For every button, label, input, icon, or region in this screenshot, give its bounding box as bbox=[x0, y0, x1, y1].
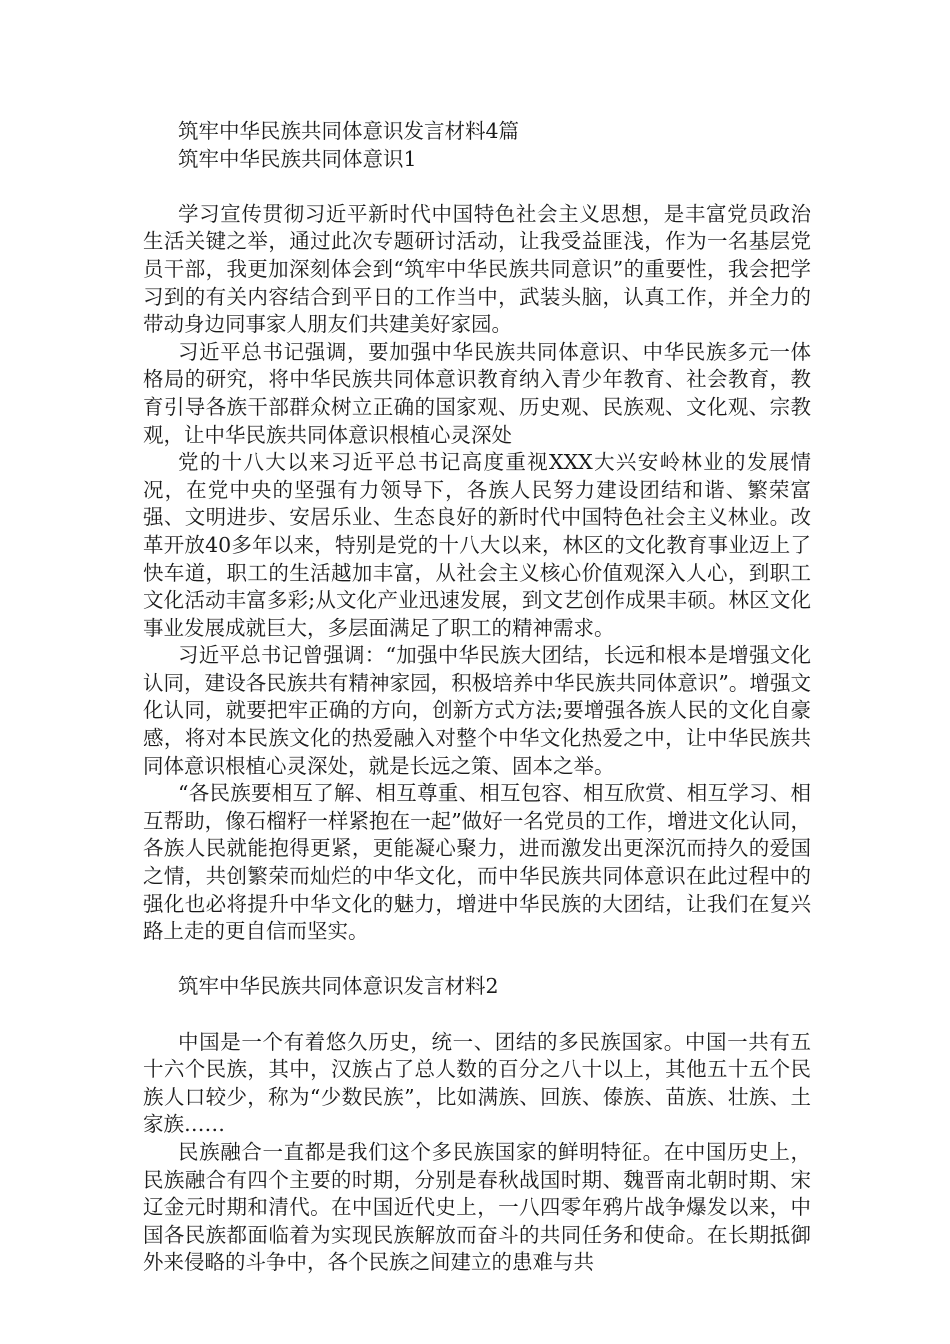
paragraph: 党的十八大以来习近平总书记高度重视XXX大兴安岭林业的发展情况，在党中央的坚强有力领导下，各族人民努力建设团结和谐、繁荣富强、文明进步、安居乐业、生态良好的新时代中国特色社会主义林业。改革开放40多年以来，特别是党的十八大以来，林区的文化教育事业迈上了快车道，职工的生活越加丰富，从社会主义核心价值观深入人心，到职工文化活动丰富多彩;从文化产业迅速发展，到文艺创作成果丰硕。林区文化事业发展成就巨大，多层面满足了职工的精神需求。 bbox=[143, 450, 811, 640]
blank-line bbox=[143, 1001, 811, 1029]
paragraph: 学习宣传贯彻习近平新时代中国特色社会主义思想，是丰富党员政治生活关键之举，通过此次专题研讨活动，让我受益匪浅，作为一名基层党员干部，我更加深刻体会到“筑牢中华民族共同意识”的重要性，我会把学习到的有关内容结合到平日的工作当中，武装头脑，认真工作，并全力的带动身边同事家人朋友们共建美好家园。 bbox=[143, 201, 811, 337]
document-body bbox=[143, 118, 811, 1277]
paragraph: “各民族要相互了解、相互尊重、相互包容、相互欣赏、相互学习、相互帮助，像石榴籽一样紧抱在一起”做好一名党员的工作，增进文化认同，各族人民就能抱得更紧，更能凝心聚力，进而激发出更深沉而持久的爱国之情，共创繁荣而灿烂的中华文化，而中华民族共同体意识在此过程中的强化也必将提升中华文化的魅力，增进中华民族的大团结，让我们在复兴路上走的更自信而坚实。 bbox=[143, 781, 811, 944]
paragraph: 民族融合一直都是我们这个多民族国家的鲜明特征。在中国历史上，民族融合有四个主要的时期，分别是春秋战国时期、魏晋南北朝时期、宋辽金元时期和清代。在中国近代史上，一八四零年鸦片战争爆发以来，中国各民族都面临着为实现民族解放而奋斗的共同任务和使命。在长期抵御外来侵略的斗争中，各个民族之间建立的患难与共 bbox=[143, 1139, 811, 1275]
paragraph: 中国是一个有着悠久历史，统一、团结的多民族国家。中国一共有五十六个民族，其中，汉族占了总人数的百分之八十以上，其他五十五个民族人口较少，称为“少数民族”，比如满族、回族、傣族、苗族、壮族、土家族…… bbox=[143, 1029, 811, 1137]
paragraph: 习近平总书记强调，要加强中华民族共同体意识、中华民族多元一体格局的研究，将中华民族共同体意识教育纳入青少年教育、社会教育，教育引导各族干部群众树立正确的国家观、历史观、民族观、文化观、宗教观，让中华民族共同体意识根植心灵深处 bbox=[143, 339, 811, 447]
paragraph: 习近平总书记曾强调：“加强中华民族大团结，长远和根本是增强文化认同，建设各民族共有精神家园，积极培养中华民族共同体意识”。增强文化认同，就要把牢正确的方向，创新方式方法;要增强各族人民的文化自豪感，将对本民族文化的热爱融入对整个中华文化热爱之中，让中华民族共同体意识根植心灵深处，就是长远之策、固本之举。 bbox=[143, 643, 811, 778]
section-2-heading: 筑牢中华民族共同体意识发言材料2 bbox=[178, 974, 499, 999]
blank-line bbox=[143, 173, 811, 201]
blank-line bbox=[143, 946, 811, 974]
document-title: 筑牢中华民族共同体意识发言材料4篇 bbox=[178, 119, 520, 143]
section-1-heading: 筑牢中华民族共同体意识1 bbox=[178, 146, 417, 171]
